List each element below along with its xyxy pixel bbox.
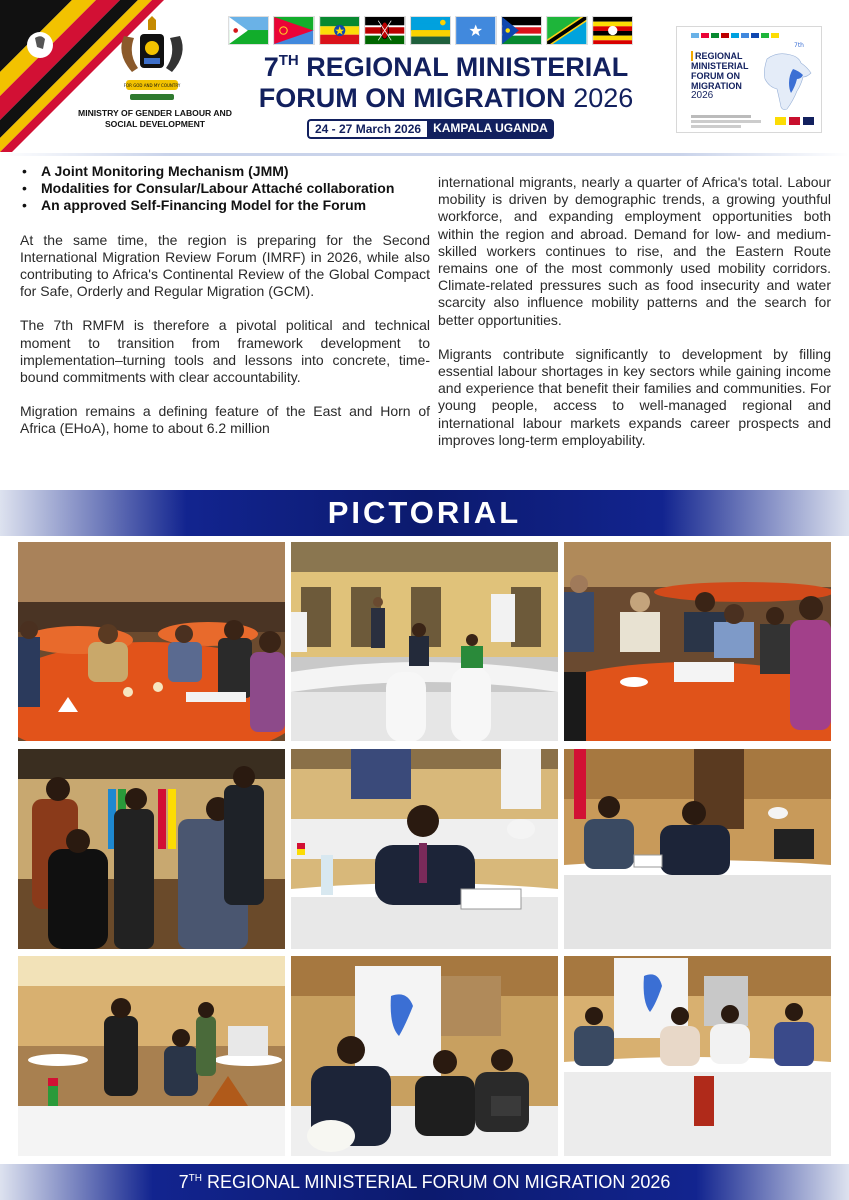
date-venue-badge (307, 119, 554, 139)
pictorial-banner (0, 490, 849, 536)
member-state-flags (228, 16, 633, 46)
forum-title-line-2 (236, 83, 656, 114)
title-line-2-text: FORUM ON MIGRATION (258, 83, 566, 113)
djibouti-flag-icon (228, 16, 269, 45)
coat-of-arms-icon (104, 14, 200, 110)
header (0, 0, 849, 152)
photo-5 (291, 749, 558, 949)
photo-3 (564, 542, 831, 741)
logo-line-4: MIGRATION (691, 81, 742, 91)
logo-line-1: REGIONAL (691, 51, 771, 61)
footer-suffix: TH (188, 1173, 202, 1184)
header-divider (0, 153, 849, 156)
partner-logos (775, 117, 814, 125)
paragraph-imrf: At the same time, the region is preparing for the Second International Migration Review Forum (IMRF) in 2026, while also contributing to Africa's Continental Review of the Global Compact for Safe, Orderly and Regular Migration (GCM). (20, 231, 430, 300)
footer-title-text: REGIONAL MINISTERIAL FORUM ON MIGRATION 2026 (201, 1172, 671, 1192)
photo-1 (18, 542, 285, 741)
title-line-1-text: REGIONAL MINISTERIAL (298, 52, 629, 82)
photo-7 (18, 956, 285, 1156)
photo-8 (291, 956, 558, 1156)
list-item: • Modalities for Consular/Labour Attaché collaboration (20, 180, 430, 197)
rwanda-flag-icon (410, 16, 451, 45)
paragraph-migrants-contribution: Migrants contribute significantly to development by filling essential labour shortages in key sectors while gaining income and experience that benefit their families and communities. For young people, access to well-managed regional and international labour markets expands career prospects and improves long-term employability. (438, 345, 831, 448)
logo-mini-flags (691, 33, 779, 38)
photo-9 (564, 956, 831, 1156)
outcomes-list (20, 163, 430, 215)
coat-motto: FOR GOD AND MY COUNTRY (123, 83, 181, 88)
list-item: • An approved Self-Financing Model for the Forum (20, 197, 430, 214)
uganda-flag-icon (592, 16, 633, 45)
title-number: 7 (263, 52, 279, 82)
ministry-line-2: SOCIAL DEVELOPMENT (104, 119, 206, 129)
left-column (20, 163, 430, 438)
ethiopia-flag-icon (319, 16, 360, 45)
paragraph-labour-mobility: international migrants, nearly a quarter of Africa's total. Labour mobility is driven by demographic trends, a growing youthful workforce, and expanding employment opportunities both within the region and abroad. Demand for low- and medium-skilled workers continues to rise, and the Eastern Route remains one of the most commonly used mobility corridors. Climate-related pressures such as food insecurity and water scarcity also influence mobility patterns and the search for better opportunities. (438, 174, 831, 328)
forum-title-line-1 (236, 52, 656, 83)
photo-6 (564, 749, 831, 949)
logo-edition: 7th (794, 42, 804, 49)
event-venue: KAMPALA UGANDA (427, 119, 554, 139)
ministry-name (64, 108, 246, 130)
logo-line-2: MINISTERIAL (691, 61, 749, 71)
forum-logo-card (676, 26, 822, 133)
footer-title (0, 1164, 849, 1200)
pictorial-title: PICTORIAL (327, 495, 522, 530)
somalia-flag-icon (455, 16, 496, 45)
photo-2 (291, 542, 558, 741)
footer-number: 7 (178, 1172, 189, 1192)
kenya-flag-icon (364, 16, 405, 45)
list-item: • A Joint Monitoring Mechanism (JMM) (20, 163, 430, 180)
photo-4 (18, 749, 285, 949)
south-sudan-flag-icon (501, 16, 542, 45)
footer-banner (0, 1164, 849, 1200)
title-suffix: TH (278, 52, 299, 69)
right-column (438, 174, 831, 449)
logo-line-3: FORUM ON (691, 71, 740, 81)
ministry-line-1: MINISTRY OF GENDER LABOUR AND (78, 108, 232, 118)
eritrea-flag-icon (273, 16, 314, 45)
event-dates: 24 - 27 March 2026 (307, 119, 427, 139)
logo-title (691, 51, 771, 101)
title-year: 2026 (573, 83, 634, 113)
logo-year: 2026 (691, 90, 714, 101)
tanzania-flag-icon (546, 16, 587, 45)
paragraph-migration-feature: Migration remains a defining feature of the East and Horn of Africa (EHoA), home to about 6.2 million (20, 403, 430, 437)
logo-fine-print (691, 115, 769, 128)
paragraph-pivotal-moment: The 7th RMFM is therefore a pivotal political and technical moment to transition from framework development to implementation–turning tools and lessons into concrete, time-bound commitments with clear accountability. (20, 317, 430, 386)
